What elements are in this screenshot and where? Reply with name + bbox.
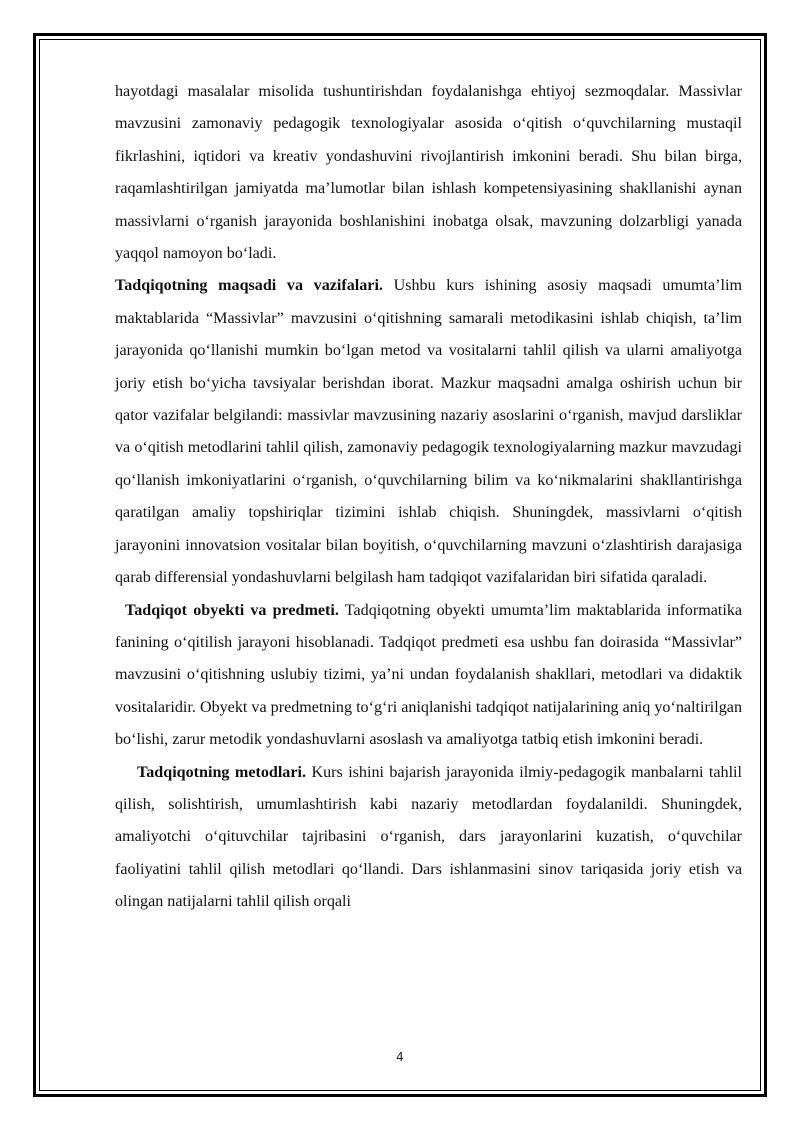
section-heading-goals: Tadqiqotning maqsadi va vazifalari.	[115, 277, 383, 295]
section-heading-object: Tadqiqot obyekti va predmeti.	[125, 601, 339, 619]
paragraph-goals	[115, 270, 742, 594]
section-heading-methods: Tadqiqotning metodlari.	[137, 763, 306, 781]
paragraph-text: hayotdagi masalalar misolida tushuntirishdan foydalanishga ehtiyoj sezmoqdalar. Massivlar mavzusini zamonaviy pedagogik texnologiyalar asosida o‘qitish o‘quvchilarning mustaqil fikrlashini, iqtidori va kreativ yondashuvini rivojlantirish imkonini beradi. Shu bilan birga, raqamlashtirilgan jamiyatda ma’lumotlar bilan ishlash kompetensiyasining shakllanishi aynan massivlarni o‘rganish jarayonida boshlanishini inobatga olsak, mavzuning dolzarbligi yanada yaqqol namoyon bo‘ladi.	[115, 83, 742, 263]
paragraph-text: Ushbu kurs ishining asosiy maqsadi umumta’lim maktablarida “Massivlar” mavzusini o‘qitishning samarali metodikasini ishlab chiqish, ta’lim jarayonida qo‘llanishi mumkin bo‘lgan metod va vositalarni tahlil qilish va ularni amaliyotga joriy etish bo‘yicha tavsiyalar berishdan iborat. Mazkur maqsadni amalga oshirish uchun bir qator vazifalar belgilandi: massivlar mavzusining nazariy asoslarini o‘rganish, mavjud darsliklar va o‘qitish metodlarini tahlil qilish, zamonaviy pedagogik texnologiyalarning mazkur mavzudagi qo‘llanish imkoniyatlarini o‘rganish, o‘quvchilarning bilim va ko‘nikmalarini shakllantirishga qaratilgan amaliy topshiriqlar tizimini ishlab chiqish. Shuningdek, massivlarni o‘qitish jarayonini innovatsion vositalar bilan boyitish, o‘quvchilarning mavzuni o‘zlashtirish darajasiga qarab differensial yondashuvlarni belgilash ham tadqiqot vazifalaridan biri sifatida qaraladi.	[115, 277, 742, 587]
page-number: 4	[396, 1050, 404, 1064]
paragraph-text: Kurs ishini bajarish jarayonida ilmiy-pedagogik manbalarni tahlil qilish, solishtirish, umumlashtirish kabi nazariy metodlardan foydalanildi. Shuningdek, amaliyotchi o‘qituvchilar tajribasini o‘rganish, dars jarayonlarini kuzatish, o‘quvchilar faoliyatini tahlil qilish metodlari qo‘llandi. Dars ishlanmasini sinov tariqasida joriy etish va olingan natijalarni tahlil qilish orqali	[115, 763, 742, 911]
paragraph-object	[115, 595, 742, 757]
paragraph-intro	[115, 76, 742, 270]
document-body	[115, 76, 742, 919]
paragraph-text: Tadqiqotning obyekti umumta’lim maktablarida informatika fanining o‘qitilish jarayoni hisoblanadi. Tadqiqot predmeti esa ushbu fan doirasida “Massivlar” mavzusini o‘qitishning uslubiy tizimi, ya’ni undan foydalanish shakllari, metodlari va didaktik vositalaridir. Obyekt va predmetning to‘g‘ri aniqlanishi tadqiqot natijalarining aniq yo‘naltirilgan bo‘lishi, zarur metodik yondashuvlarni asoslash va amaliyotga tatbiq etish imkonini beradi.	[115, 601, 743, 749]
paragraph-methods	[115, 757, 742, 919]
